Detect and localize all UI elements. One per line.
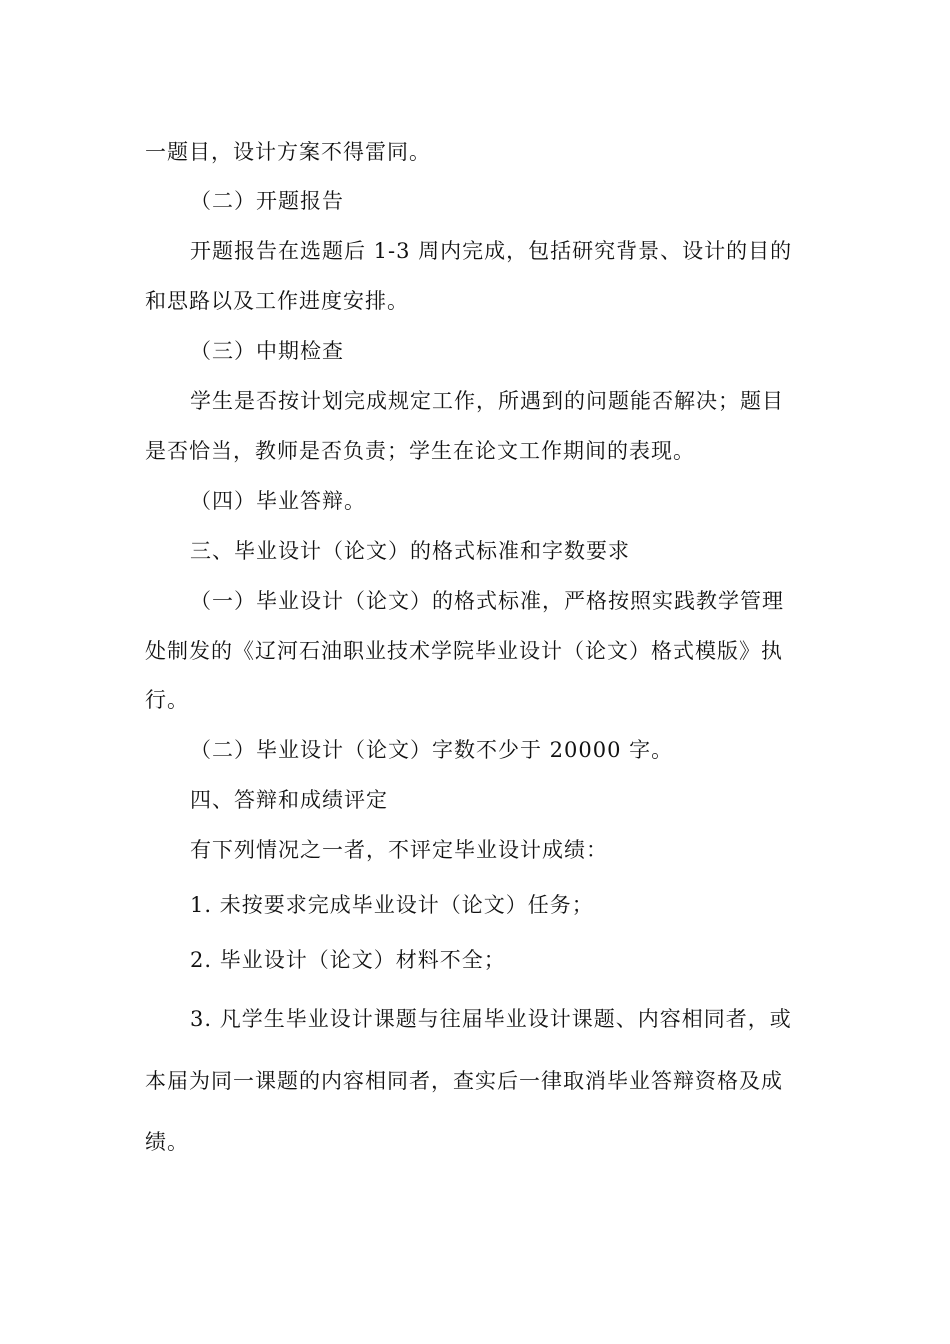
section-heading: （三）中期检查 [190, 339, 344, 363]
text-line: 本届为同一课题的内容相同者，查实后一律取消毕业答辩资格及成 [145, 1069, 783, 1093]
section-heading: （二）开题报告 [190, 189, 344, 213]
list-item: 1. 未按要求完成毕业设计（论文）任务； [190, 893, 594, 917]
text-line: 有下列情况之一者，不评定毕业设计成绩： [190, 838, 608, 862]
text-line: 绩。 [145, 1130, 189, 1154]
text-line: （一）毕业设计（论文）的格式标准，严格按照实践教学管理 [190, 589, 784, 613]
text-line: 和思路以及工作进度安排。 [145, 289, 409, 313]
text-line: 处制发的《辽河石油职业技术学院毕业设计（论文）格式模版》执 [145, 639, 783, 663]
text-line: 学生是否按计划完成规定工作，所遇到的问题能否解决；题目 [190, 389, 784, 413]
text-line: 行。 [145, 688, 189, 712]
section-heading: （四）毕业答辩。 [190, 489, 366, 513]
section-heading: 四、答辩和成绩评定 [190, 788, 388, 812]
text-line: 是否恰当，教师是否负责；学生在论文工作期间的表现。 [145, 439, 695, 463]
list-item: 2. 毕业设计（论文）材料不全； [190, 948, 506, 972]
text-line: 开题报告在选题后 1-3 周内完成，包括研究背景、设计的目的 [190, 239, 793, 263]
section-heading: 三、毕业设计（论文）的格式标准和字数要求 [190, 539, 630, 563]
text-line: （二）毕业设计（论文）字数不少于 20000 字。 [190, 738, 674, 762]
text-line: 一题目，设计方案不得雷同。 [145, 140, 431, 164]
list-item: 3. 凡学生毕业设计课题与往届毕业设计课题、内容相同者，或 [190, 1007, 792, 1031]
